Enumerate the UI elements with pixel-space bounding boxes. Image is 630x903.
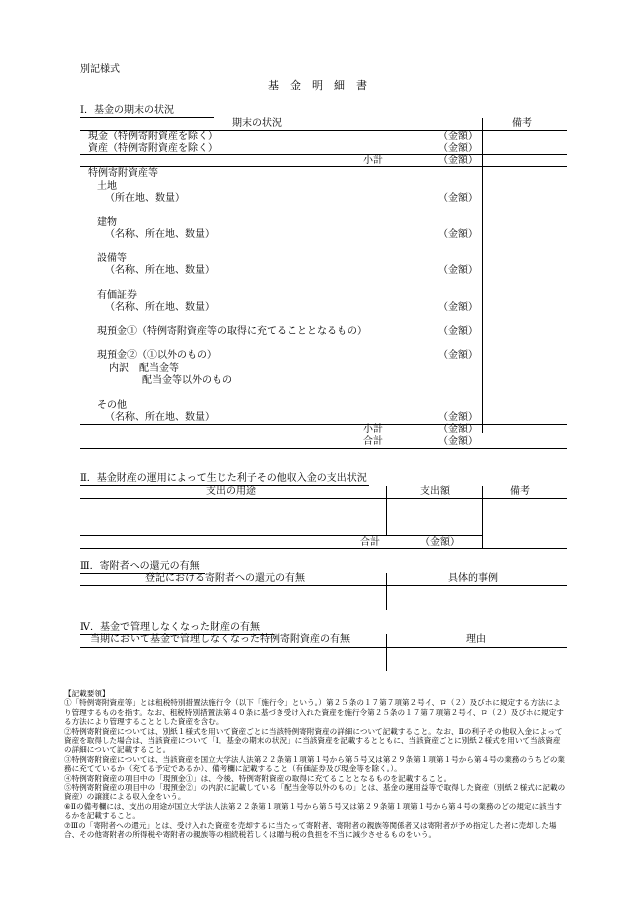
section1-line-3	[80, 166, 567, 167]
form-label: 別記様式	[80, 64, 120, 75]
row-land: 土地	[97, 181, 117, 192]
amount-building: （金額）	[438, 229, 478, 240]
section2-header-line	[80, 498, 567, 499]
amount-deposit2: （金額）	[438, 350, 478, 361]
row-special: 特例寄附資産等	[88, 168, 158, 179]
note-item: ①「特例寄附資産等」とは租税特別措置法施行令（以下「施行令」という。）第２５条の１７第７項第２号イ、ロ（２）及びホに規定する方法により管理するものを指す。なお、租税特別措置法第４０条に基づき受け入れた資産を施行令第２５条の１７第７項第２号イ、ロ（２）及びホに規定する方法により管理することとした資産を含む。	[64, 698, 564, 727]
row-non-dividend: 配当金等以外のもの	[142, 375, 232, 386]
section1-line-5	[80, 448, 567, 449]
notes-heading: 【記載要領】	[64, 689, 110, 698]
amount-assets: （金額）	[438, 143, 478, 154]
amount-subtotal1: （金額）	[438, 155, 478, 166]
row-equipment-detail: （名称、所在地、数量）	[105, 265, 215, 276]
amount-deposit1: （金額）	[438, 326, 478, 337]
note-item: ⑤特例寄附資産の項目中の「現預金②」の内訳に記載している「配当金等以外のもの」とは、基金の運用益等で取得した資産（別紙２様式に記載の資産）の譲渡による収入金をいう。	[64, 783, 566, 802]
row-equipment: 設備等	[97, 253, 127, 264]
section2-col-amount: 支出額	[420, 486, 450, 497]
amount-securities: （金額）	[438, 302, 478, 313]
note-item: ⑦Ⅲの「寄附者への還元」とは、受け入れた資産を売却するに当たって寄附者、寄附者の親族等関係者又は寄附者が予め指定した者に売却した場合、その他寄附者の所得税や寄附者の親族等の相続税若しくは贈与税の負担を不当に減少させるものをいう。	[64, 820, 557, 840]
amount-cash: （金額）	[438, 131, 478, 142]
section4-col-left: 当期において基金で管理しなくなった特例寄附資産の有無	[90, 634, 350, 645]
section1-heading-underline	[80, 117, 214, 118]
section3-col-left: 登記における寄附者への還元の有無	[145, 573, 305, 584]
section2-divider-2	[482, 486, 483, 548]
row-building: 建物	[97, 217, 117, 228]
subtotal1-label: 小計	[363, 155, 383, 166]
notes-block	[64, 689, 567, 840]
section1-line-4	[80, 424, 567, 425]
section2-col-purpose: 支出の用途	[206, 486, 256, 497]
section1-heading: Ⅰ．基金の期末の状況	[80, 105, 174, 116]
section2-total-label: 合計	[360, 537, 380, 548]
section3-header-line	[80, 585, 567, 586]
row-assets: 資産（特例寄附資産を除く）	[88, 143, 218, 154]
row-securities: 有価証券	[97, 290, 137, 301]
row-building-detail: （名称、所在地、数量）	[105, 229, 215, 240]
section2-total-amount: （金額）	[420, 537, 460, 548]
subtotal2-label: 小計	[363, 424, 383, 435]
amount-other: （金額）	[438, 412, 478, 423]
row-cash: 現金（特例寄附資産を除く）	[88, 131, 218, 142]
amount-subtotal2: （金額）	[438, 424, 478, 435]
section3-divider	[386, 573, 387, 610]
row-breakdown: 内訳 配当金等	[109, 363, 179, 374]
total-label: 合計	[363, 436, 383, 447]
section4-col-right: 理由	[466, 634, 486, 645]
row-land-detail: （所在地、数量）	[105, 193, 185, 204]
note-item: ④特例寄附資産の項目中の「現預金①」は、今後、特例寄附資産の取得に充てることとなるものを記載すること。	[64, 773, 452, 783]
section4-header-line	[80, 647, 567, 648]
note-item: ②特例寄附資産については、別紙１様式を用いて資産ごとに当該特例寄附資産の詳細について記載すること。なお、Ⅱの利子その他収入金によって資産を取得した場合は、当該資産について「Ⅰ．基金の期末の状況」に当該資産を記載するとともに、当該資産ごとに別紙２様式を用いて当該資産の詳細について記載すること。	[64, 726, 563, 755]
note-item: ③特例寄附資産については、当該資産を国立大学法人法第２２条第１項第１号から第５号又は第２９条第１項第１号から第４号の業務のうちどの業務に充てているか（充てる予定であるか）、備考欄に記載すること（有価証券及び現金等を除く。）。	[64, 754, 566, 774]
row-other: その他	[97, 400, 127, 411]
amount-land: （金額）	[438, 193, 478, 204]
section2-divider-1	[386, 486, 387, 536]
amount-equipment: （金額）	[438, 265, 478, 276]
note-item: ⑥Ⅱの備考欄には、支出の用途が国立大学法人法第２２条第１項第１号から第５号又は第２９条第１項第１号から第４号の業務のどの規定に該当するかを記載すること。	[64, 801, 562, 821]
section1-line-2	[80, 154, 567, 155]
section1-col-status: 期末の状況	[232, 118, 282, 129]
section2-line-2	[80, 535, 482, 536]
amount-total: （金額）	[438, 436, 478, 447]
page-title: 基金明細書	[268, 79, 378, 92]
row-deposit1: 現預金①（特例寄附資産等の取得に充てることとなるもの）	[97, 326, 367, 337]
section4-divider	[386, 634, 387, 671]
section4-heading: Ⅳ．基金で管理しなくなった財産の有無	[80, 622, 260, 633]
section2-heading: Ⅱ．基金財産の運用によって生じた利子その他収入金の支出状況	[80, 473, 367, 484]
row-securities-detail: （名称、所在地、数量）	[105, 302, 215, 313]
row-other-detail: （名称、所在地、数量）	[105, 412, 215, 423]
section2-col-remarks: 備考	[510, 486, 530, 497]
section3-col-right: 具体的事例	[448, 573, 498, 584]
section3-heading: Ⅲ．寄附者への還元の有無	[80, 561, 200, 572]
section1-col-remarks: 備考	[512, 118, 532, 129]
row-deposit2: 現預金②（①以外のもの）	[97, 350, 217, 361]
section2-line-3	[80, 548, 567, 549]
